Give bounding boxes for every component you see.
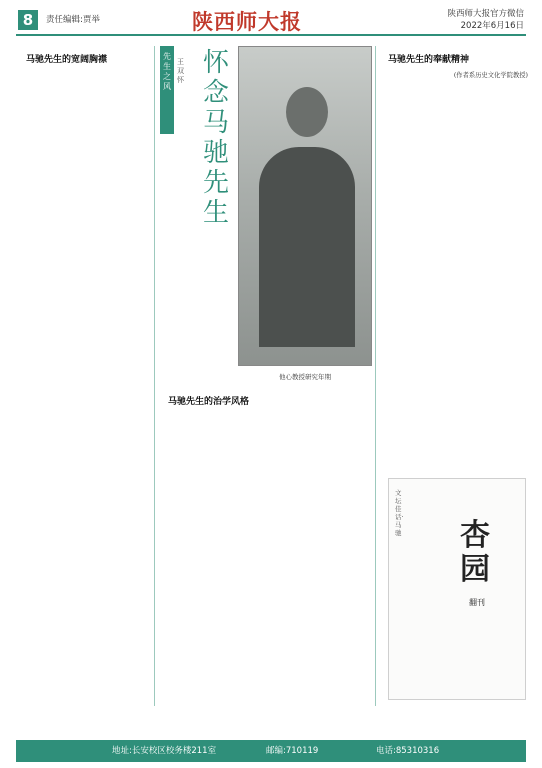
calligraphy-text: 杏园 — [460, 518, 490, 587]
calligraphy-credit: 翻刊 — [469, 598, 485, 607]
portrait-body — [259, 147, 355, 347]
column-2-text — [160, 388, 370, 412]
footer-postcode: 邮编:710119 — [266, 746, 319, 756]
editor-line: 责任编辑:贾举 — [46, 15, 100, 25]
article-title: 怀念马驰先生 — [202, 48, 229, 228]
section-title-dedication: 马驰先生的奉献精神 — [388, 55, 470, 65]
date-line: 2022年6月16日 — [460, 21, 524, 31]
column-2 — [160, 46, 370, 706]
column-separator — [154, 46, 155, 706]
portrait-head — [286, 87, 328, 137]
calligraphy-label: 文坛佳话·马驰 — [395, 489, 404, 537]
column-tag — [160, 46, 174, 134]
column-1 — [18, 46, 150, 706]
photo-caption: 他心教授研究年期 — [279, 373, 331, 381]
column-3 — [380, 46, 528, 706]
wechat-line: 陕西师大报官方微信 — [447, 9, 524, 19]
section-title-broad-mind: 马驰先生的宽阔胸襟 — [26, 55, 108, 65]
masthead-sub — [392, 8, 524, 32]
footer-phone: 电话:85310316 — [376, 746, 440, 756]
column-separator — [375, 46, 376, 706]
byline: 王双怀 — [177, 58, 184, 84]
author-unit-note: (作者系历史文化学院教授) — [453, 72, 528, 79]
page-footer — [16, 740, 526, 762]
page-number: 8 — [18, 10, 38, 30]
column-tag-text: 先生之风 — [163, 52, 171, 91]
calligraphy-box — [388, 478, 526, 700]
header-rule — [16, 34, 526, 36]
page-header — [0, 0, 542, 40]
masthead: 陕西师大报 — [192, 9, 302, 34]
footer-address: 地址:长安校区校务楼211室 — [112, 746, 217, 756]
portrait-photo — [238, 46, 372, 366]
section-title-scholarship: 马驰先生的治学风格 — [168, 397, 250, 407]
